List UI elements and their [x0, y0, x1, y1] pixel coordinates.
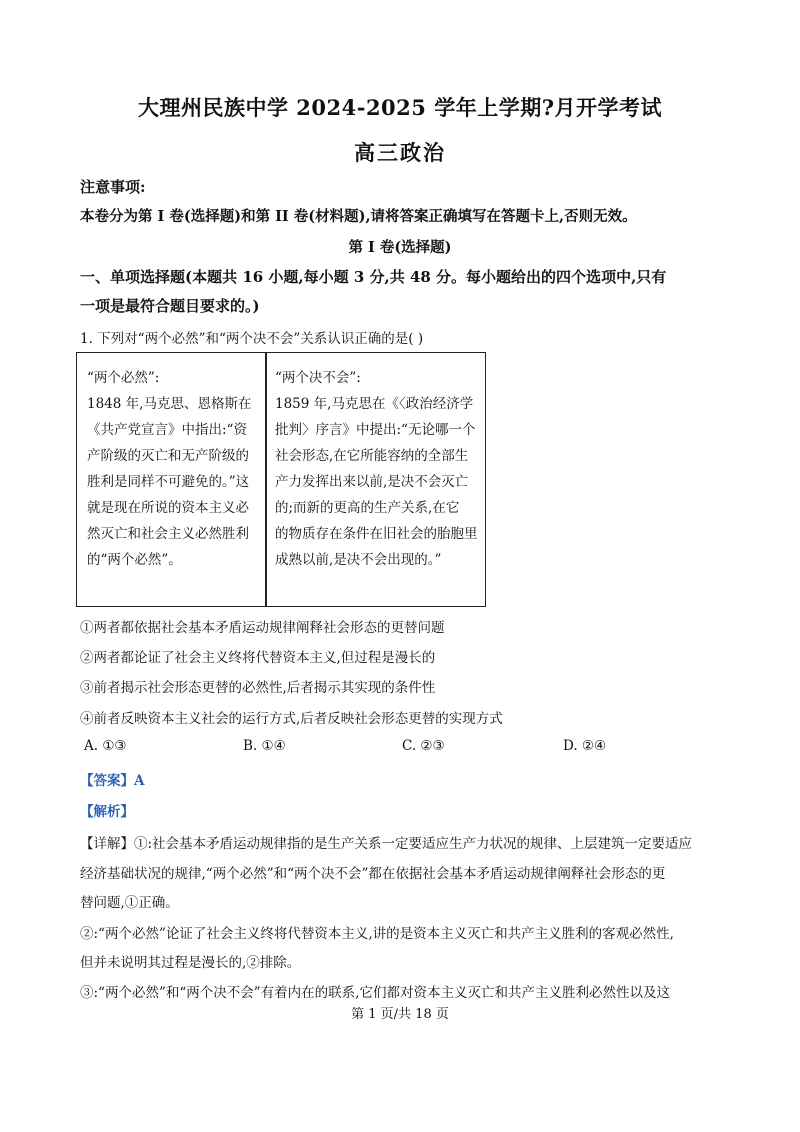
detail-line-6: ③:“两个必然”和“两个决不会”有着内在的联系,它们都对资本主义灭亡和共产主义胜利必然性以及这	[80, 985, 670, 1001]
statement-2: ②两者都论证了社会主义终将代替资本主义,但过程是漫长的	[80, 650, 436, 666]
section-instruction-line2: 一项是最符合题目要求的。)	[80, 297, 260, 315]
table-line: 胜利是同样不可避免的。”这	[87, 474, 250, 490]
exam-title: 大理州民族中学 2024-2025 学年上学期?月开学考试	[137, 95, 663, 120]
detail-line-4: ②:“两个必然”论证了社会主义终将代替资本主义,讲的是资本主义灭亡和共产主义胜利的客观必然性,	[80, 926, 674, 942]
statement-1: ①两者都依据社会基本矛盾运动规律阐释社会形态的更替问题	[80, 620, 445, 636]
notice-heading: 注意事项:	[80, 178, 146, 196]
table-line: 然灭亡和社会主义必然胜利	[87, 526, 249, 542]
detail-line-2: 经济基础状况的规律,“两个必然”和“两个决不会”都在依据社会基本矛盾运动规律阐释社会形态的更	[80, 866, 666, 882]
option-d: D. ②④	[563, 738, 607, 754]
exam-subtitle: 高三政治	[354, 140, 446, 165]
table-line: 产力发挥出来以前,是决不会灭亡	[275, 474, 469, 490]
table-line: 1859 年,马克思在《〈政治经济学	[275, 396, 474, 412]
table-line: “两个必然”:	[87, 370, 160, 386]
table-line: 成熟以前,是决不会出现的。”	[275, 552, 442, 568]
table-line: 1848 年,马克思、恩格斯在	[87, 396, 252, 412]
table-line: 的物质存在条件在旧社会的胎胞里	[275, 526, 478, 542]
table-cell-two-never	[275, 365, 481, 573]
option-b: B. ①④	[243, 738, 286, 754]
table-divider	[265, 353, 267, 606]
table-line: 批判〉序言》中提出:“无论哪一个	[275, 422, 476, 438]
table-line: 的;而新的更高的生产关系,在它	[275, 500, 460, 516]
question-stem: 1. 下列对“两个必然”和“两个决不会”关系认识正确的是( )	[80, 331, 424, 347]
table-line: 产阶级的灭亡和无产阶级的	[87, 448, 249, 464]
analysis-label: 【解析】	[80, 804, 134, 820]
table-line: 社会形态,在它所能容纳的全部生	[275, 448, 469, 464]
page-number: 第 1 页/共 18 页	[351, 1007, 449, 1022]
detail-line-3: 替问题,①正确。	[80, 895, 179, 911]
detail-line-5: 但并未说明其过程是漫长的,②排除。	[80, 955, 301, 971]
material-table	[76, 352, 486, 607]
detail-line-1: 【详解】①:社会基本矛盾运动规律指的是生产关系一定要适应生产力状况的规律、上层建筑一定要适应	[80, 836, 693, 852]
section-instruction-line1: 一、单项选择题(本题共 16 小题,每小题 3 分,共 48 分。每小题给出的四个选项中,只有	[80, 268, 667, 286]
table-line: 的“两个必然”。	[87, 552, 182, 568]
statement-4: ④前者反映资本主义社会的运行方式,后者反映社会形态更替的实现方式	[80, 711, 503, 727]
table-line: 《共产党宣言》中指出:“资	[87, 422, 247, 438]
notice-text: 本卷分为第 I 卷(选择题)和第 II 卷(材料题),请将答案正确填写在答题卡上,否则无效。	[80, 208, 637, 225]
statement-3: ③前者揭示社会形态更替的必然性,后者揭示其实现的条件性	[80, 680, 436, 696]
option-a: A. ①③	[84, 738, 127, 754]
section-title: 第 I 卷(选择题)	[348, 239, 452, 256]
table-line: 就是现在所说的资本主义必	[87, 500, 249, 516]
answer-label: 【答案】A	[80, 773, 145, 789]
table-cell-two-inevitables	[87, 365, 263, 573]
option-c: C. ②③	[402, 738, 445, 754]
table-line: “两个决不会”:	[275, 370, 361, 386]
